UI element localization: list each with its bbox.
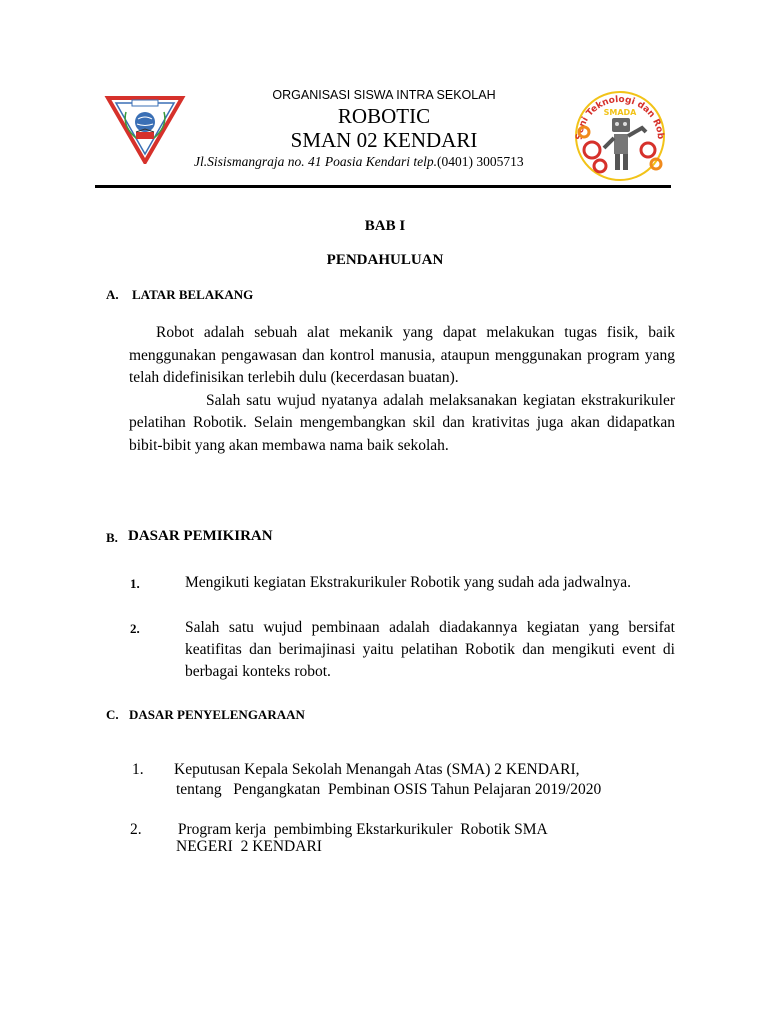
logo-brand-text: SMADA bbox=[603, 108, 637, 117]
chapter-number: BAB I bbox=[364, 218, 406, 234]
list-item-number: 2. bbox=[130, 821, 142, 838]
section-b-heading: DASAR PEMIKIRAN bbox=[128, 528, 273, 544]
organization-name: ORGANISASI SISWA INTRA SEKOLAH bbox=[272, 88, 496, 102]
logo-arc-text: Seni Teknologi dan Rob bbox=[574, 94, 666, 141]
section-a-label: A. bbox=[106, 287, 119, 302]
list-item-text: NEGERI 2 KENDARI bbox=[176, 838, 322, 855]
paragraph-extracurricular: Salah satu wujud nyatanya adalah melaksanakan kegiatan ekstrakurikuler pelatihan Robotik. Selain mengembangkan skil dan krativitas juga akan didapatkan bibit-bibit yang akan membawa nama baik sekolah. bbox=[129, 391, 675, 454]
section-b-label: B. bbox=[106, 530, 118, 545]
address-street: Jl.Sisismangraja no. 41 Poasia Kendari telp. bbox=[194, 154, 437, 169]
list-item-text: Keputusan Kepala Sekolah Menangah Atas (SMA) 2 KENDARI, bbox=[174, 761, 580, 778]
list-item-text: tentang Pengangkatan Pembinan OSIS Tahun Pelajaran 2019/2020 bbox=[176, 781, 602, 798]
paragraph-robot-definition: Robot adalah sebuah alat mekanik yang dapat melakukan tugas fisik, baik menggunakan pengawasan dan kontrol manusia, ataupun menggunakan program yang telah didefinisikan terlebih dulu (kecerdasan buatan). bbox=[129, 324, 675, 386]
list-item-text: Mengikuti kegiatan Ekstrakurikuler Robotik yang sudah ada jadwalnya. bbox=[185, 574, 631, 591]
section-c-label: C. bbox=[106, 707, 119, 722]
section-c-heading: DASAR PENYELENGARAAN bbox=[129, 707, 305, 722]
address-phone: (0401) 3005713 bbox=[437, 154, 524, 169]
header-divider bbox=[95, 185, 671, 188]
list-item-number: 2. bbox=[130, 621, 140, 636]
school-address bbox=[194, 154, 574, 170]
list-item-text: Salah satu wujud pembinaan adalah diadakannya kegiatan yang bersifat keatifitas dan berimajinasi yaitu pelatihan Robotik dan mengikuti event di berbagai konteks robot. bbox=[185, 619, 675, 680]
section-a-body bbox=[129, 322, 675, 457]
school-emblem-icon bbox=[104, 92, 186, 164]
section-a-heading: LATAR BELAKANG bbox=[132, 287, 254, 302]
club-name: ROBOTIC bbox=[337, 104, 431, 128]
list-item-text: Program kerja pembimbing Ekstarkurikuler Robotik SMA bbox=[174, 821, 548, 838]
school-name: SMAN 02 KENDARI bbox=[290, 128, 478, 152]
list-item-number: 1. bbox=[132, 761, 144, 778]
chapter-title: PENDAHULUAN bbox=[326, 252, 444, 268]
robotic-club-logo-icon bbox=[570, 88, 670, 183]
list-item-number: 1. bbox=[130, 576, 140, 591]
